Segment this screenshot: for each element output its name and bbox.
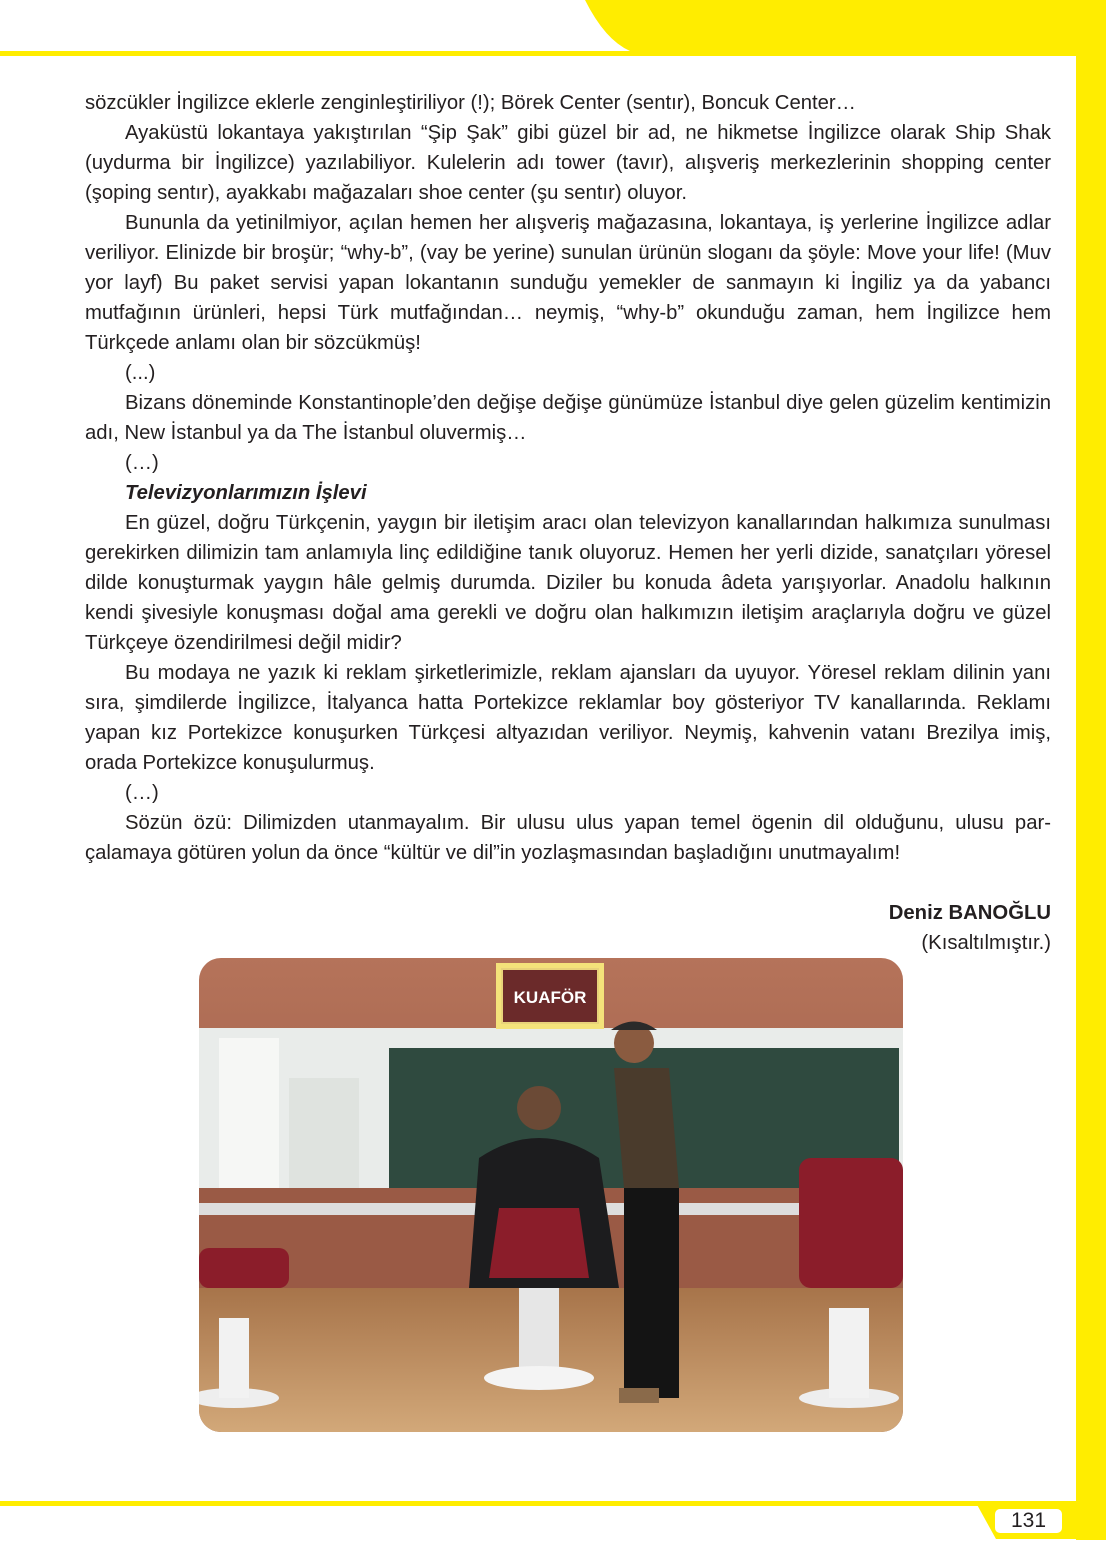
paragraph: Ayaküstü lokantaya yakıştırılan “Şip Şak” gibi güzel bir ad, ne hikmetse İngilizce olarak Ship Shak (uydurma bir İngilizce) yazılabiliyor. Kulelerin adı tower (tavır), alışveriş merkezlerinin shopping center (şoping sentır), ayakkabı mağazaları shoe center (şu sentır) oluyor. — [85, 122, 1051, 204]
paragraph: Sözün özü: Dilimizden utanmayalım. Bir ulusu ulus yapan temel ögenin dil olduğunu, ulusu parçalamaya götüren yolun da önce “kültür ve dil”in yozlaşmasından başladığını unutmayalım! — [85, 812, 1051, 864]
barbershop-photo — [199, 958, 903, 1432]
page-number: 131 — [995, 1509, 1062, 1533]
section-heading: Televizyonlarımızın İşlevi — [125, 482, 367, 504]
right-decor-band — [1076, 50, 1106, 1540]
article-text — [85, 88, 1051, 868]
author-note: (Kısaltılmıştır.) — [921, 932, 1051, 954]
paragraph: (…) — [125, 452, 159, 474]
author-block — [889, 898, 1051, 958]
bottom-decor-line — [0, 1501, 1106, 1506]
kuafor-sign: KUAFÖR — [513, 988, 587, 1007]
paragraph: Bizans döneminde Konstantinople’den değişe değişe günümüze İstanbul diye gelen güzelim kentimizin adı, New İstanbul ya da The İstanbul oluvermiş… — [85, 392, 1051, 444]
paragraph: Bununla da yetinilmiyor, açılan hemen her alışveriş mağazasına, lokantaya, iş yerlerine İngilizce adlar veriliyor. Elinizde bir broşür; “why-b”, (vay be yerine) sunulan ürünün sloganı da şöyle: Move your life! (Muv yor layf) Bu paket servisi yapan lokantanın sunduğu yemekler de sanmayın ki İngiliz ya da yabancı mutfağının ürünleri, hepsi Türk mutfağından… neymiş, “why-b” okunduğu zaman, hem İngilizce hem Türkçede anlamı olan bir sözcükmüş! — [85, 212, 1051, 354]
paragraph: (...) — [125, 362, 156, 384]
paragraph: (…) — [125, 782, 159, 804]
top-decor-band — [0, 0, 1106, 60]
author-name: Deniz BANOĞLU — [888, 902, 1051, 924]
paragraph: sözcükler İngilizce eklerle zenginleştiriliyor (!); Börek Center (sentır), Boncuk Center… — [85, 92, 856, 114]
paragraph: En güzel, doğru Türkçenin, yaygın bir iletişim aracı olan televizyon kanallarından halkımıza sunulması gerekirken dilimizin tam anlamıyla linç edildiğine tanık oluyoruz. Hemen her yerli dizide, sanatçıları yöresel dilde konuşturmak yaygın hâle gelmiş durumda. Diziler bu konuda âdeta yarışıyorlar. Anadolu halkının kendi şivesiyle konuşması doğal ama gerekli ve doğru olan halkımızın iletişim araçlarıyla doğru ve güzel Türkçeye özendirilmesi değil midir? — [85, 512, 1051, 654]
paragraph: Bu modaya ne yazık ki reklam şirketlerimizle, reklam ajansları da uyuyor. Yöresel reklam dilinin yanı sıra, şimdilerde İngilizce, İtalyanca hatta Portekizce reklamlar boy gösteriyor TV kanallarında. Reklamı yapan kız Portekizce konuşurken Türkçesi altyazıdan veriliyor. Neymiş, kahvenin vatanı Brezilya imiş, orada Portekizce konuşulurmuş. — [85, 662, 1051, 774]
